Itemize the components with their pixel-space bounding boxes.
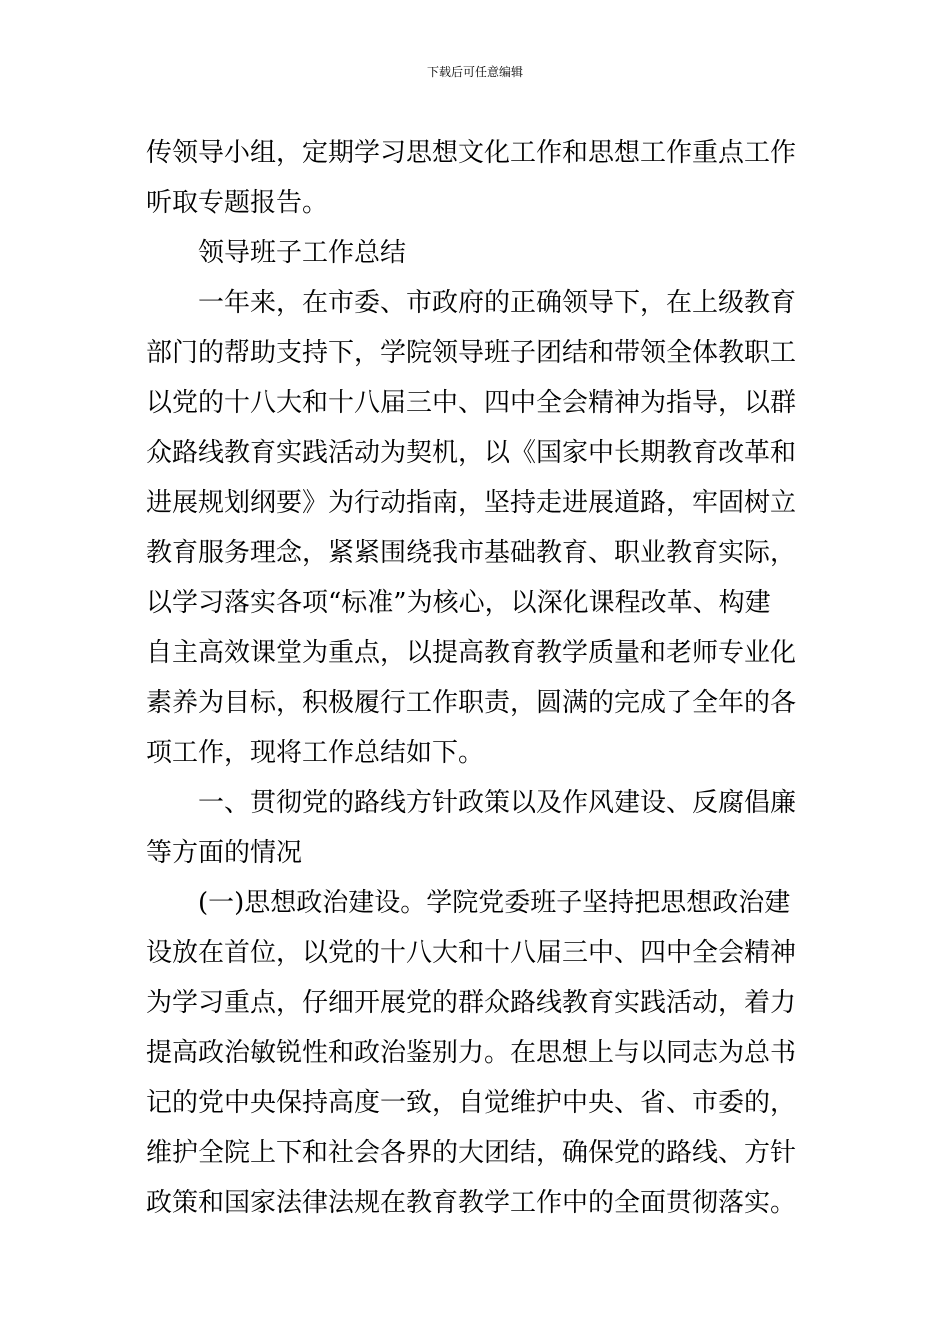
text-line: 自主高效课堂为重点，以提高教育教学质量和老师专业化 [146,638,797,668]
text-line: 传领导小组，定期学习思想文化工作和思想工作重点工作 [146,138,797,168]
text-line: 以学习落实各项“标准”为核心，以深化课程改革、构建 [146,588,771,618]
text-line: 项工作，现将工作总结如下。 [146,738,485,768]
text-line: 教育服务理念，紧紧围绕我市基础教育、职业教育实际， [146,538,797,568]
text-line: 记的党中央保持高度一致，自觉维护中央、省、市委的， [146,1088,797,1118]
text-line: (一)思想政治建设。学院党委班子坚持把思想政治建 [198,888,791,918]
text-line: 一年来，在市委、市政府的正确领导下，在上级教育 [198,288,797,318]
text-line: 为学习重点，仔细开展党的群众路线教育实践活动，着力 [146,988,797,1018]
text-line: 一、贯彻党的路线方针政策以及作风建设、反腐倡廉 [198,788,797,818]
text-line: 政策和国家法律法规在教育教学工作中的全面贯彻落实。 [146,1188,797,1218]
text-line: 设放在首位，以党的十八大和十八届三中、四中全会精神 [146,938,797,968]
document-body [146,128,808,1228]
text-line: 等方面的情况 [146,838,303,868]
text-line: 进展规划纲要》为行动指南，坚持走进展道路，牢固树立 [146,488,797,518]
text-line: 素养为目标，积极履行工作职责，圆满的完成了全年的各 [146,688,797,718]
text-line: 以党的十八大和十八届三中、四中全会精神为指导，以群 [146,388,797,418]
text-line: 维护全院上下和社会各界的大团结，确保党的路线、方针 [146,1138,797,1168]
page-header: 下载后可任意编辑 [426,65,523,79]
section-heading: 领导班子工作总结 [198,238,407,268]
text-line: 提高政治敏锐性和政治鉴别力。在思想上与以同志为总书 [146,1038,797,1068]
text-line: 听取专题报告。 [146,188,329,218]
text-line: 众路线教育实践活动为契机，以《国家中长期教育改革和 [146,438,797,468]
text-line: 部门的帮助支持下，学院领导班子团结和带领全体教职工 [146,338,797,368]
